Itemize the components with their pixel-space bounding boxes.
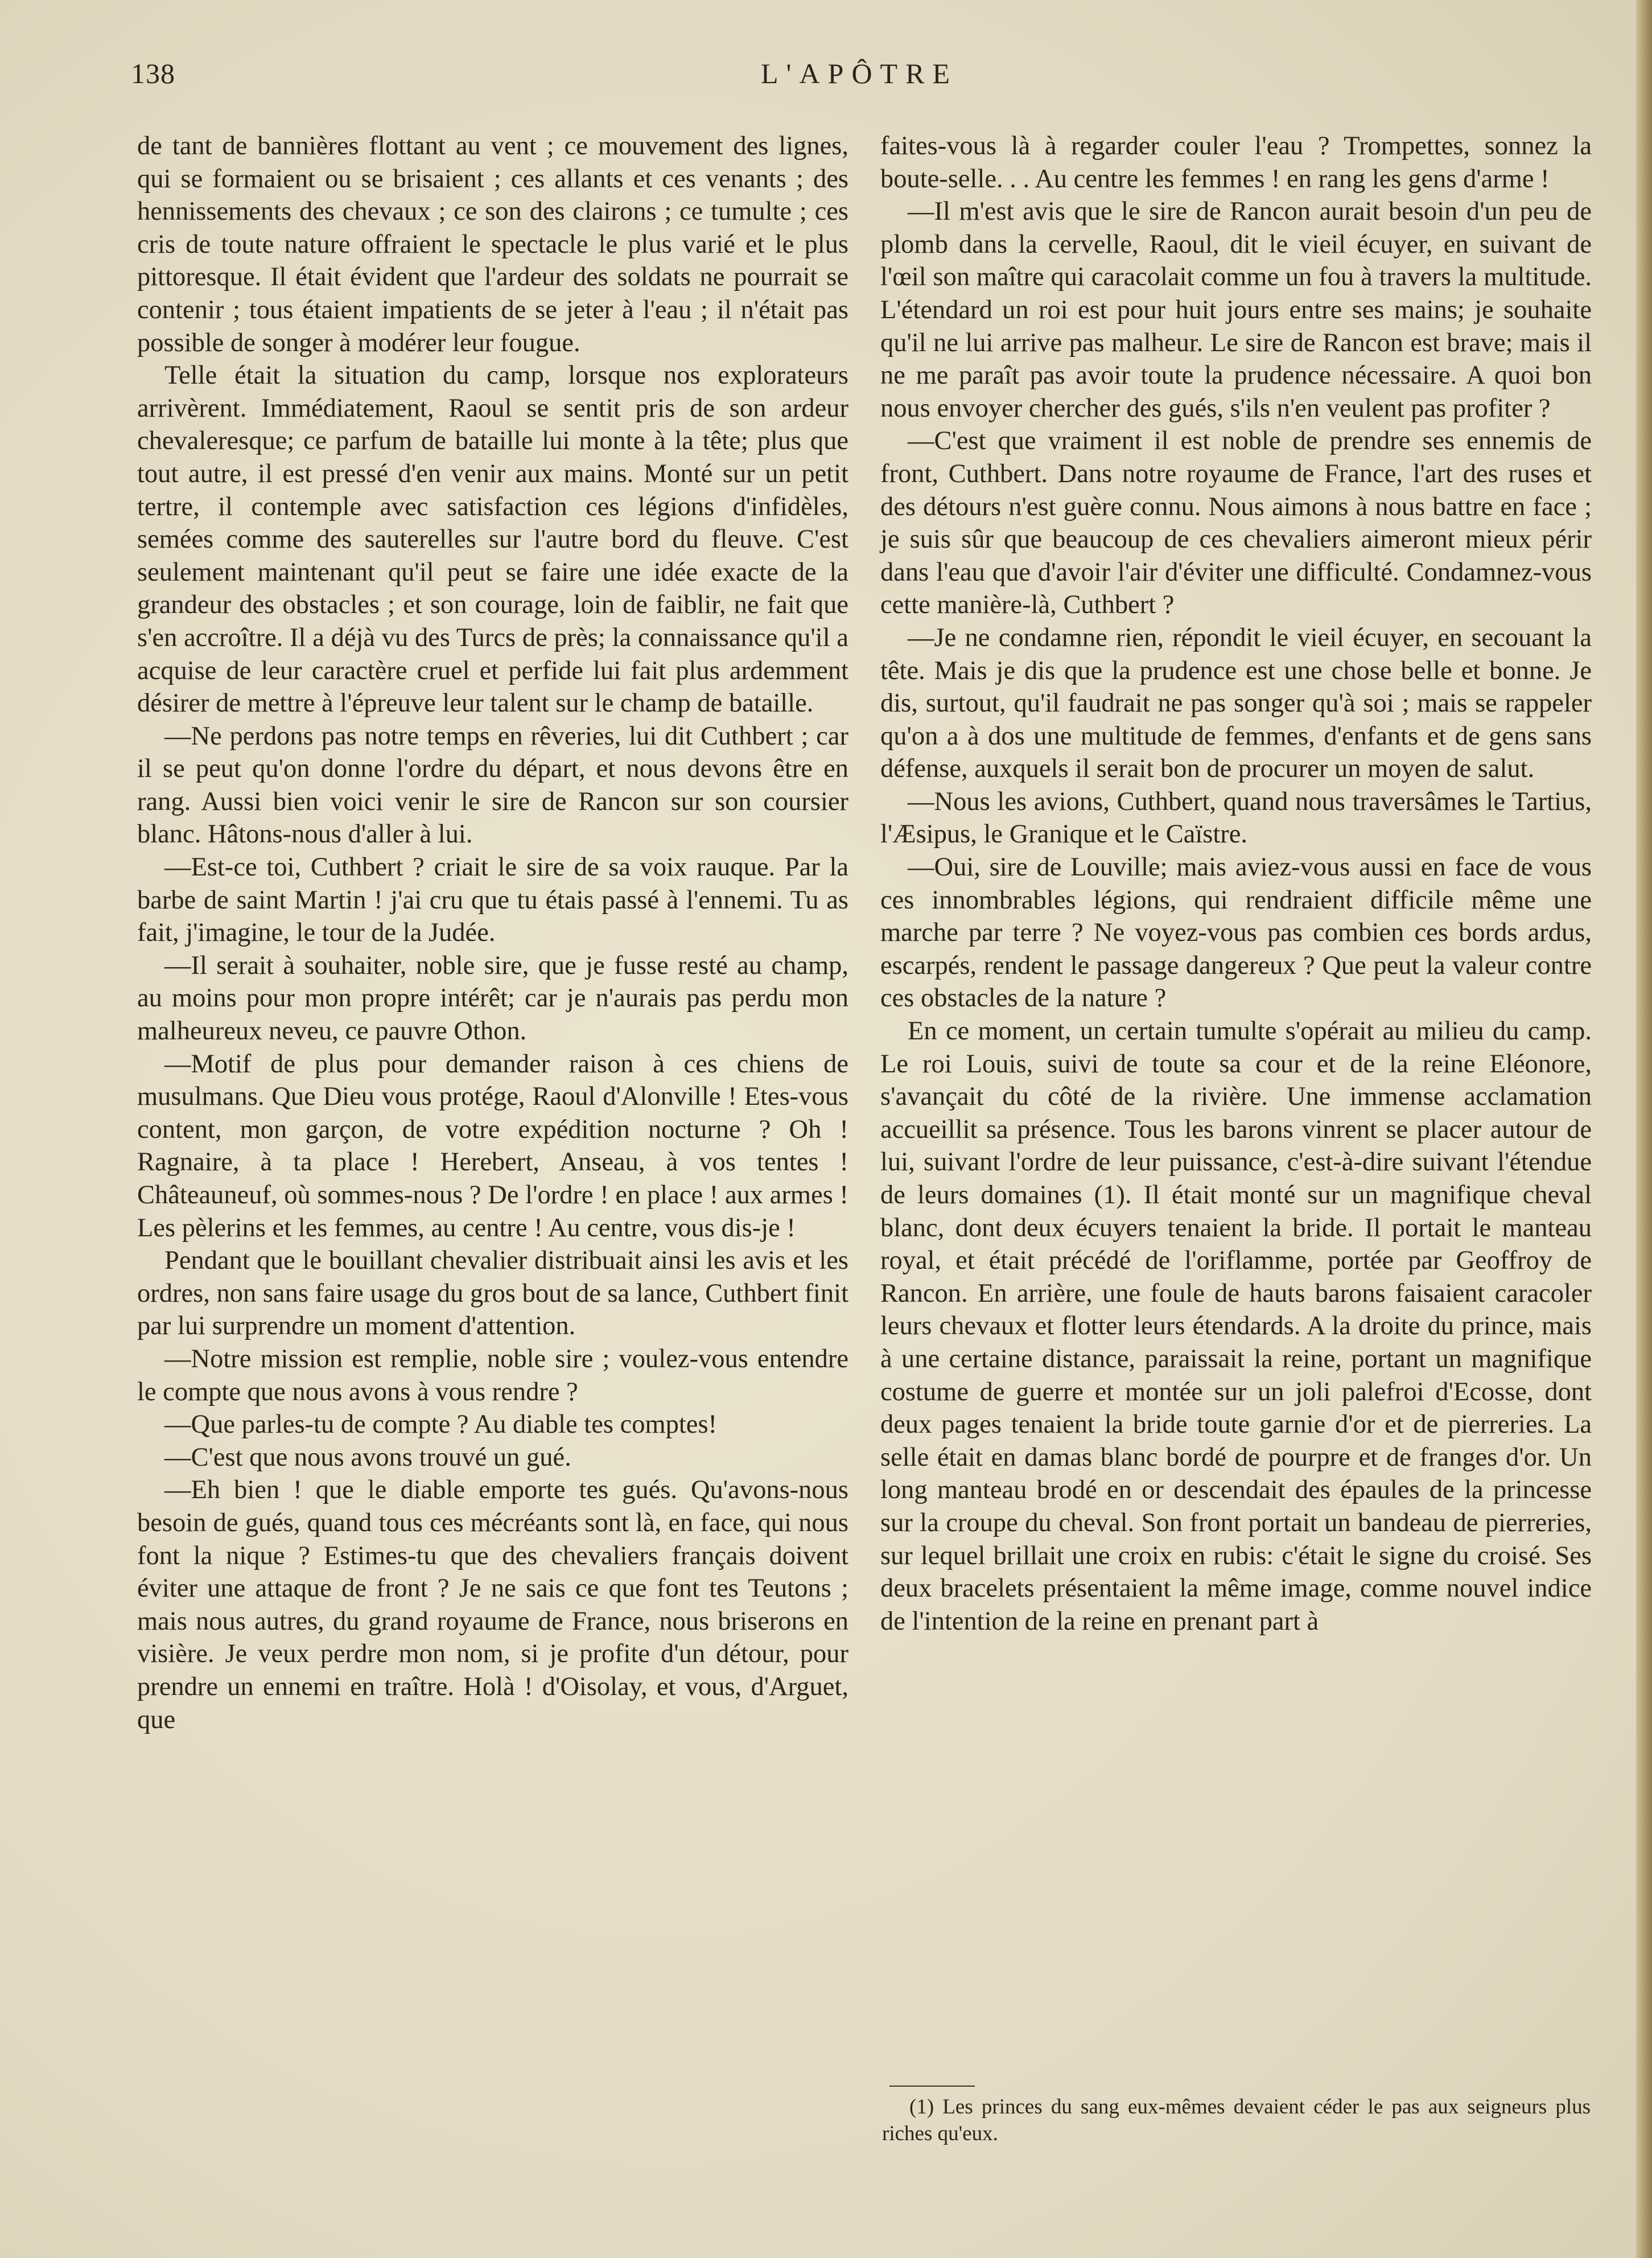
paragraph: —Il m'est avis que le sire de Rancon aurait besoin d'un peu de plomb dans la cervelle, Raoul, dit le vieil écuyer, en suivant de l'œil son maître qui caracolait comme un fou à travers la multitude. L'étendard un roi est pour huit jours entre ses mains; je souhaite qu'il ne lui arrive pas malheur. Le sire de Rancon est brave; mais il ne me paraît pas avoir toute la prudence nécessaire. A quoi bon nous envoyer chercher des gués, s'ils n'en veulent pas profiter ? — [880, 197, 1592, 423]
paragraph: —Oui, sire de Louville; mais aviez-vous aussi en face de vous ces innombrables légions, qui rendraient difficile même une marche par terre ? Ne voyez-vous pas combien ces bords ardus, escarpés, rendent le passage dangereux ? Que peut la valeur contre ces obstacles de la nature ? — [880, 853, 1592, 1013]
paragraph: En ce moment, un certain tumulte s'opérait au milieu du camp. Le roi Louis, suivi de toute sa cour et de la reine Eléonore, s'avançait du côté de la rivière. Une immense acclamation accueillit sa présence. Tous les barons vinrent se placer autour de lui, suivant l'ordre de leur puissance, c'est-à-dire suivant l'étendue de leurs domaines (1). Il était monté sur un magnifique cheval blanc, dont deux écuyers tenaient la bride. Il portait le manteau royal, et était précédé de l'oriflamme, portée par Geoffroy de Rancon. En arrière, une foule de hauts barons faisaient caracoler leurs chevaux et flotter leurs étendards. A la droite du prince, mais à une certaine distance, paraissait la reine, portant un magnifique costume de guerre et montée sur un joli palefroi d'Ecosse, dont deux pages tenaient la bride toute garnie d'or et de pierreries. La selle était en damas blanc bordé de pourpre et de franges d'or. Un long manteau brodé en or descendait des épaules de la princesse sur la croupe du cheval. Son front portait un bandeau de pierreries, sur lequel brillait une croix en rubis: c'était le signe du croisé. Ses deux bracelets présentaient la même image, comme nouvel indice de l'intention de la reine en prenant part à — [880, 1017, 1592, 1636]
footnote — [882, 2094, 1591, 2147]
paragraph: —Motif de plus pour demander raison à ces chiens de musulmans. Que Dieu vous protége, Raoul d'Alonville ! Etes-vous content, mon garçon, de votre expédition nocturne ? Oh ! Ragnaire, à ta place ! Herebert, Anseau, à vos tentes ! Châteauneuf, où sommes-nous ? De l'ordre ! en place ! aux armes ! Les pèlerins et les femmes, au centre ! Au centre, vous dis-je ! — [137, 1049, 848, 1243]
paragraph: de tant de bannières flottant au vent ; ce mouvement des lignes, qui se formaient ou se brisaient ; ces allants et ces venants ; des hennissements des chevaux ; ce son des clairons ; ce tumulte ; ces cris de toute nature offraient le spectacle le plus varié et le plus pittoresque. Il était évident que l'ardeur des soldats ne pourrait se contenir ; tous étaient impatients de se jeter à l'eau ; il n'était pas possible de songer à modérer leur fougue. — [137, 131, 848, 357]
paragraph: —C'est que nous avons trouvé un gué. — [164, 1442, 571, 1472]
paragraph: —Que parles-tu de compte ? Au diable tes comptes! — [164, 1410, 718, 1439]
left-column — [137, 130, 848, 1736]
page-edge — [1636, 0, 1652, 2258]
paragraph: —Ne perdons pas notre temps en rêveries, lui dit Cuthbert ; car il se peut qu'on donne l'ordre du départ, et nous devons être en rang. Aussi bien voici venir le sire de Rancon sur son coursier blanc. Hâtons-nous d'aller à lui. — [137, 721, 848, 849]
paragraph: faites-vous là à regarder couler l'eau ? Trompettes, sonnez la boute-selle. . . Au centre les femmes ! en rang les gens d'arme ! — [880, 131, 1592, 194]
paragraph: Pendant que le bouillant chevalier distribuait ainsi les avis et les ordres, non sans faire usage du gros bout de sa lance, Cuthbert finit par lui surprendre un moment d'attention. — [137, 1246, 849, 1341]
paragraph: —Eh bien ! que le diable emporte tes gués. Qu'avons-nous besoin de gués, quand tous ces mécréants sont là, en face, qui nous font la nique ? Estimes-tu que des chevaliers français doivent éviter une attaque de front ? Je ne sais ce que font tes Teutons ; mais nous autres, du grand royaume de France, nous briserons en visière. Je veux perdre mon nom, si je profite d'un détour, pour prendre un ennemi en traître. Holà ! d'Oisolay, et vous, d'Arguet, que — [137, 1475, 848, 1734]
paragraph: —C'est que vraiment il est noble de prendre ses ennemis de front, Cuthbert. Dans notre royaume de France, l'art des ruses et des détours n'est guère connu. Nous aimons à nous battre en face ; je suis sûr que beaucoup de ces chevaliers aimeront mieux périr dans l'eau que d'avoir l'air d'éviter une difficulté. Condamnez-vous cette manière-là, Cuthbert ? — [880, 426, 1592, 620]
paragraph: —Nous les avions, Cuthbert, quand nous traversâmes le Tartius, l'Æsipus, le Granique et le Caïstre. — [880, 787, 1592, 849]
paragraph: —Est-ce toi, Cuthbert ? criait le sire de sa voix rauque. Par la barbe de saint Martin ! j'ai cru que tu étais passé à l'ennemi. Tu as fait, j'imagine, le tour de la Judée. — [137, 853, 848, 948]
paragraph: Telle était la situation du camp, lorsque nos explorateurs arrivèrent. Immédiatement, Raoul se sentit pris de son ardeur chevaleresque; ce parfum de bataille lui monte à la tête; plus que tout autre, il est pressé d'en venir aux mains. Monté sur un petit tertre, il contemple avec satisfaction ces légions d'infidèles, semées comme des sauterelles sur l'autre bord du fleuve. C'est seulement maintenant qu'il peut se faire une idée exacte de la grandeur des obstacles ; et son courage, loin de faiblir, ne fait que s'en accroître. Il a déjà vu des Turcs de près; la connaissance qu'il a acquise de leur caractère cruel et perfide lui fait plus ardemment désirer de mettre à l'épreuve leur talent sur le champ de bataille. — [137, 361, 848, 718]
paragraph: —Notre mission est remplie, noble sire ; voulez-vous entendre le compte que nous avons à vous rendre ? — [137, 1344, 848, 1406]
right-column — [880, 130, 1592, 1638]
running-title: L'APÔTRE — [760, 57, 958, 89]
page-header — [131, 57, 1588, 97]
paragraph: —Il serait à souhaiter, noble sire, que je fusse resté au champ, au moins pour mon propre intérêt; car je n'aurais pas perdu mon malheureux neveu, ce pauvre Othon. — [137, 951, 848, 1046]
paragraph: —Je ne condamne rien, répondit le vieil écuyer, en secouant la tête. Mais je dis que la prudence est une chose belle et bonne. Je dis, surtout, qu'il faudrait ne pas songer qu'à soi ; mais se rappeler qu'on a à dos une multitude de femmes, d'enfants et de gens sans défense, auxquels il serait bon de procurer un moyen de salut. — [880, 623, 1592, 784]
footnote-divider — [889, 2086, 975, 2087]
footnote-text: (1) Les princes du sang eux-mêmes devaient céder le pas aux seigneurs plus riches qu'eux. — [882, 2095, 1591, 2145]
page-number: 138 — [131, 57, 175, 89]
